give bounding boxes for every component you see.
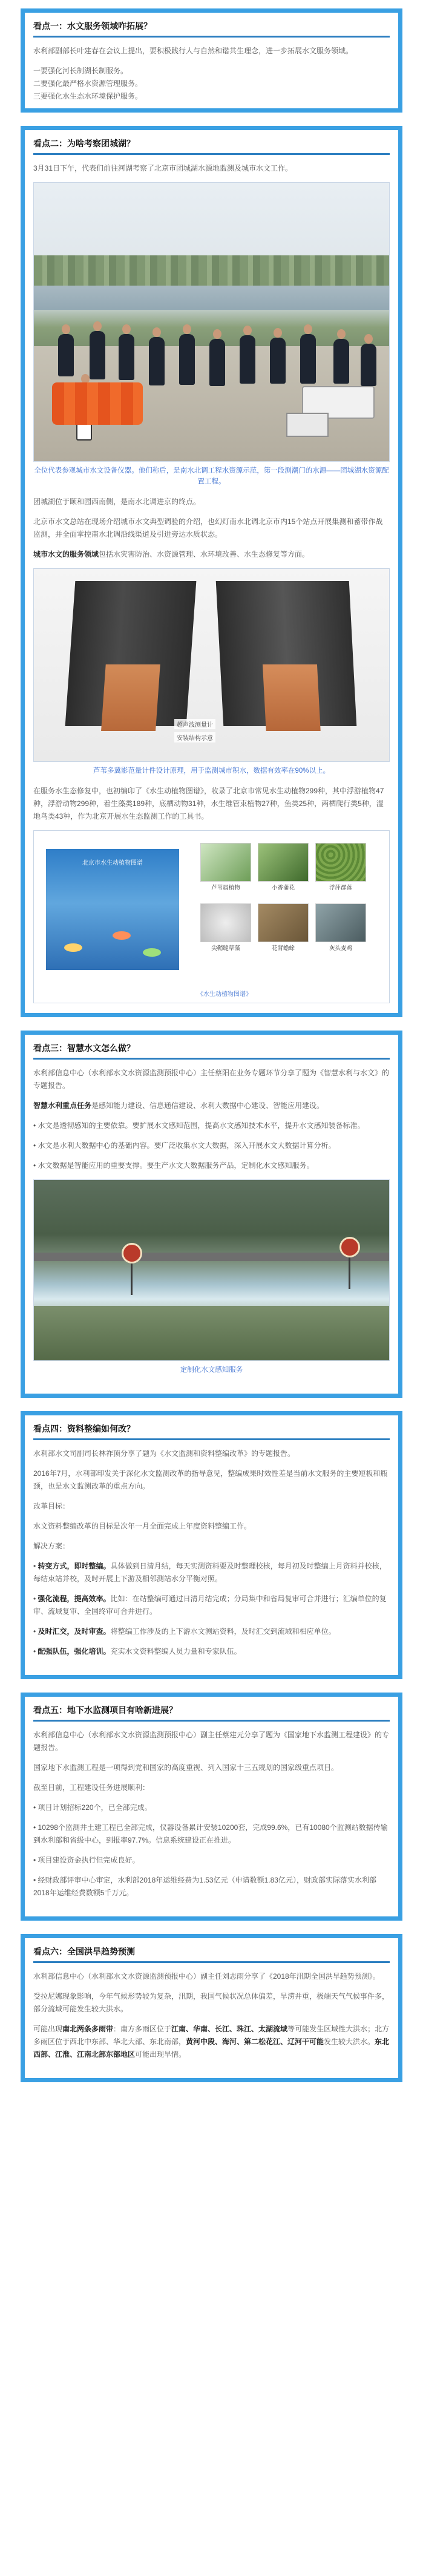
atlas-cell: 小香蒲花 [258, 843, 309, 893]
paragraph: 水利部信息中心（水利部水文水资源监测预报中心）主任蔡阳在业务专题环节分享了题为《智慧水利与水文》的专题报告。 [33, 1069, 390, 1090]
title-divider [33, 153, 390, 155]
section-title: 看点四：资料整编如何改？ [33, 1424, 135, 1434]
bold-label: 智慧水利重点任务 [33, 1101, 92, 1110]
bullet-item: • 经财政部评审中心审定，水利部2018年运维经费为1.53亿元（申请数额1.83亿元），财政部实际落实水利部2018年运维经费数额5千万元。 [33, 1876, 376, 1897]
device-note: 安装结构示意 [174, 732, 215, 742]
title-divider [33, 36, 390, 38]
paragraph: 截至目前，工程建设任务进展顺利： [33, 1783, 150, 1792]
bold-label: 城市水文的服务领域 [33, 550, 99, 559]
bullet-item: • 配强队伍，强化培训。充实水文资料整编人员力量和专家队伍。 [33, 1647, 241, 1656]
atlas-cell: 花背蟾蜍 [258, 903, 309, 953]
paragraph: 一要强化河长制湖长制服务。 [33, 67, 128, 75]
photo-caption: 全位代表参观城市水文设备仪器。他们称后，是南水北调工程水资源示范，第一段测潮门的水源——团城湖水资源配置工程。 [34, 467, 389, 485]
section-card-3 [21, 1031, 402, 1398]
paragraph: 可能出现南北两条多雨带：南方多雨区位于江南、华南、长江、珠江、太湖流域等可能发生区域性大洪水；北方多雨区位于西北中东部、华北大部、东北南部，黄河中段、海河、第二松花江、辽河干可能发生较大洪水。东北西部、江淮、江南北部东部地区可能出现旱情。 [33, 2025, 390, 2059]
paragraph [33, 1100, 390, 1112]
paragraph: 北京市水文总站在现场介绍城市水文典型调验的介绍，也幻灯南水北调北京市内15个站点开展集测和蓄带作战监测，并全面掌控南水北调沿线渠道及引进旁达水质状态。 [33, 517, 383, 539]
title-divider [33, 1058, 390, 1060]
atlas-figure [33, 830, 390, 1003]
paragraph: 国家地下水监测工程是一项得到党和国家的高度重视、列入国家十三五规划的国家级重点项目。 [33, 1763, 339, 1772]
section-title: 看点六：全国洪旱趋势预测 [33, 1947, 135, 1956]
paragraph: 水利部信息中心（水利部水文水资源监测预报中心）副主任刘志雨分享了《2018年汛期全国洪旱趋势预测》。 [33, 1972, 380, 1981]
bullet-item: • 强化流程，提高效率。比如：在站整编可通过日清月结完成；分局集中和省局复审可合并进行；汇编单位的复审、流域复审、全国终审可合并进行。 [33, 1594, 387, 1616]
river-monitoring-photo [33, 1179, 390, 1361]
paragraph-rest: 是感知能力建设、信息通信建设、水利大数据中心建设、智能应用建设。 [91, 1101, 324, 1110]
section-title: 看点一：水文服务领域咋拓展？ [33, 21, 152, 31]
paragraph [33, 548, 390, 561]
device-note: 超声波测量计 [174, 719, 215, 729]
title-divider [33, 1961, 390, 1963]
atlas-cover-image [46, 849, 179, 970]
paragraph: 水利部信息中心（水利部水文水资源监测预报中心）副主任蔡建元分享了题为《国家地下水监测工程建设》的专题报告。 [33, 1731, 390, 1752]
bullet-item: • 及时汇交，及时审查。将整编工作涉及的上下游水文测站资料，及时汇交到流域和相应单位。 [33, 1627, 336, 1636]
atlas-cell: 芦苇属植物 [200, 843, 251, 893]
bullet-item: • 项目计划招标220个，已全部完成。 [33, 1803, 152, 1812]
photo-caption: 芦苇多冀影范量计件设计原理，用于监测城市积水，数据有效率在90%以上。 [93, 767, 330, 775]
bullet-item: • 水文数据是智能应用的重要支撑。要生产水文大数据服务产品，定制化水文感知服务。 [33, 1161, 314, 1170]
section-card-6 [21, 1934, 402, 2082]
bullet-item: • 转变方式，即时整编。具体做到日清月结，每天实测资料要及时整理校核，每月初及时整编上月资料并校核，每结束站并校，及时开展上下游及相邻测站水分平衡对照。 [33, 1562, 387, 1583]
bullet-item: • 水文是水利大数据中心的基础内容。要广泛收集水文大数据，深入开展水文大数据计算分析。 [33, 1141, 336, 1150]
paragraph: 水文资料整编改革的目标是次年一月全面完成上年度资料整编工作。 [33, 1522, 252, 1530]
sensor-device-photo [33, 568, 390, 762]
paragraph: 二要强化最严格水资源管理服务。 [33, 79, 143, 88]
atlas-cell: 浮萍群落 [315, 843, 366, 893]
paragraph-rest: 包括水灾害防治、水资源管理、水环境改善、水生态修复等方面。 [99, 550, 310, 559]
subheading: 解决方案： [33, 1542, 70, 1550]
atlas-cell: 尖鞘缝草藻 [200, 903, 251, 953]
paragraph: 水利部水文司副司长林祚顶分享了题为《水文监测和资料整编改革》的专题报告。 [33, 1449, 295, 1458]
section-title: 看点五：地下水监测项目有啥新进展？ [33, 1705, 177, 1715]
paragraph: 受拉尼娜现象影响，今年气候形势较为复杂，汛期，我国气候状况总体偏差，旱涝并重，极端天气气候事件多，部分流域可能发生较大洪水。 [33, 1992, 390, 2013]
paragraph: 2016年7月，水利部印发关于深化水文监测改革的指导意见，整编成果时效性差是当前水文服务的主要短板和瓶颈，也是水文监测改革的重点方向。 [33, 1469, 388, 1490]
bullet-item: • 水文是透彻感知的主要依靠。要扩展水文感知范围，提高水文感知技术水平，提升水文感知装备标准。 [33, 1121, 365, 1130]
atlas-cover-title: 北京市水生动植物图谱 [82, 860, 143, 867]
title-divider [33, 1438, 390, 1440]
title-divider [33, 1720, 390, 1722]
section-card-5 [21, 1693, 402, 1921]
bullet-item: • 10298个监测井土建工程已全部完成，仪器设备累计安装10200套，完成99.6%，已有10080个监测站数据传输到水利部和省级中心，到报率97.7%。信息系统建设正在推进。 [33, 1823, 388, 1844]
subheading: 改革目标： [33, 1502, 70, 1510]
section-title: 看点二：为啥考察团城湖？ [33, 139, 135, 148]
bullet-item: • 项目建设资金执行但完成良好。 [33, 1856, 140, 1864]
paragraph: 在服务水生态修复中，也初编印了《水生动植物图谱》，收录了北京市常见水生动植物299种，其中浮游植物47种，浮游动物299种，着生藻类189种，底栖动物31种，水生维管束植物27种，鱼类25种，两栖爬行类5种，湿地鸟类43种，作为北京开展水生态监测工作的工具书。 [33, 787, 384, 821]
section-title: 看点三：智慧水文怎么做？ [33, 1043, 135, 1053]
paragraph: 3月31日下午，代表们前往河湖考察了北京市团城湖水源地监测及城市水文工作。 [33, 164, 293, 172]
section-card-2 [21, 126, 402, 1017]
section-card-4 [21, 1411, 402, 1679]
paragraph: 水利部副部长叶建春在会议上提出，要积极践行人与自然和谐共生理念，进一步拓展水文服务领域。 [33, 47, 353, 55]
atlas-cell: 灰头麦鸡 [315, 903, 366, 953]
site-visit-photo [33, 182, 390, 462]
section-card-1 [21, 8, 402, 113]
paragraph: 三要强化水生态水环境保护服务。 [33, 92, 143, 100]
atlas-caption: 《水生动植物图谱》 [197, 991, 252, 998]
paragraph: 团城湖位于颐和园西南侧，是南水北调进京的终点。 [33, 497, 201, 506]
photo-caption: 定制化水文感知服务 [180, 1366, 243, 1374]
